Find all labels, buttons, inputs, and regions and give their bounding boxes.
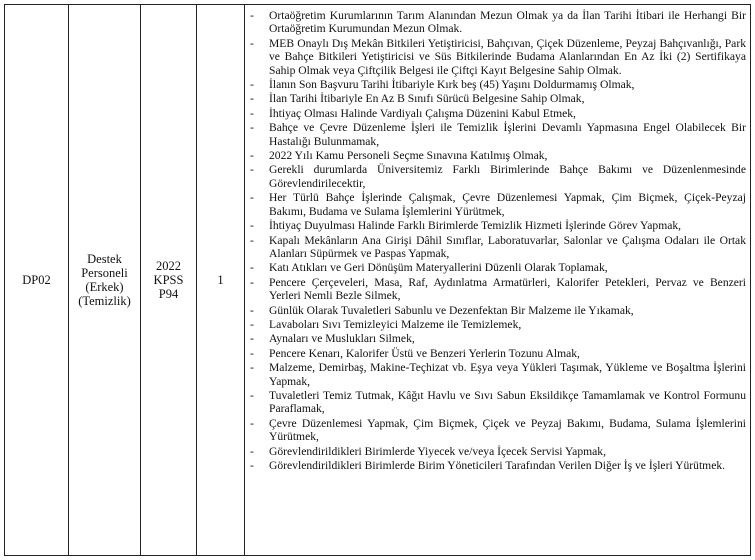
requirement-item (250, 121, 746, 148)
position-title-cell (69, 5, 141, 556)
requirement-item (250, 106, 746, 120)
requirement-item (250, 163, 746, 190)
bullet-dash: - (250, 233, 254, 247)
requirement-text: Lavaboları Sıvı Temizleyici Malzeme ile Temizlemek, (269, 317, 522, 331)
bullet-dash: - (250, 78, 254, 92)
kpss-line: 2022 (156, 259, 181, 273)
requirement-text: Katı Atıkları ve Geri Dönüşüm Materyallerini Düzenli Olarak Toplamak, (269, 261, 608, 275)
bullet-dash: - (250, 106, 254, 120)
requirement-text: İhtiyaç Duyulması Halinde Farklı Birimlerde Temizlik Hizmeti İşlerinde Görev Yapmak, (269, 219, 682, 233)
bullet-dash: - (250, 459, 254, 472)
bullet-dash: - (250, 332, 254, 346)
requirement-text: Görevlendirildikleri Birimlerde Birim Yöneticileri Tarafından Verilen Diğer İş ve İşleri Yürütmek. (269, 459, 726, 472)
position-title-line: Personeli (81, 266, 128, 280)
requirements-cell (245, 5, 751, 556)
requirement-item (250, 78, 746, 92)
bullet-dash: - (250, 361, 254, 375)
requirement-item (250, 416, 746, 444)
requirements-list (245, 5, 750, 472)
requirement-text: Pencere Çerçeveleri, Masa, Raf, Aydınlatma Armatürleri, Kalorifer Petekleri, Pervaz ve Benzeri Yerleri Nemli Bezle Silmek, (269, 275, 746, 303)
bullet-dash: - (250, 261, 254, 275)
requirement-item (250, 219, 746, 233)
position-title-line: (Erkek) (85, 280, 124, 294)
bullet-dash: - (250, 36, 254, 50)
requirement-item (250, 149, 746, 163)
requirement-item (250, 332, 746, 346)
kpss-line: P94 (158, 287, 179, 301)
position-table (4, 4, 751, 556)
bullet-dash: - (250, 191, 254, 205)
bullet-dash: - (250, 388, 254, 402)
requirement-text: Aynaları ve Muslukları Silmek, (269, 332, 415, 346)
requirement-item (250, 233, 746, 261)
requirement-item (250, 191, 746, 218)
position-code-cell (5, 5, 69, 556)
requirement-text: MEB Onaylı Dış Mekân Bitkileri Yetiştiricisi, Bahçıvan, Çiçek Düzenleme, Peyzaj Bahçıvanlığı, Park ve Bahçe Bitkileri Yetiştiricisi ve Süs Bitkilerinde Budama Alanlarından En Az İki (2) Sertifikaya Sahip Olmak veya Çiftçilik Belgesi ile Çiftçi Kayıt Belgesine Sahip Olmak. (269, 36, 746, 77)
position-code: DP02 (22, 273, 51, 287)
requirement-item (250, 459, 746, 472)
bullet-dash: - (250, 275, 254, 289)
bullet-dash: - (250, 346, 254, 360)
requirement-item (250, 36, 746, 77)
requirement-item (250, 346, 746, 360)
position-count-cell (197, 5, 245, 556)
requirement-text: Bahçe ve Çevre Düzenleme İşleri ile Temizlik İşlerini Devamlı Yapmasına Engel Olabilecek Bir Hastalığı Bulunmamak, (269, 121, 746, 148)
requirement-text: Malzeme, Demirbaş, Makine-Teçhizat vb. Eşya veya Yükleri Taşımak, Yükleme ve Boşaltma İşlerini Yapmak, (269, 361, 746, 388)
requirement-text: Gerekli durumlarda Üniversitemiz Farklı Birimlerinde Bahçe Bakımı ve Düzenlenmesinde Görevlendirilecektir, (269, 163, 746, 190)
position-count: 1 (217, 273, 224, 287)
bullet-dash: - (250, 149, 254, 163)
requirement-text: Pencere Kenarı, Kalorifer Üstü ve Benzeri Yerlerin Tozunu Almak, (269, 346, 580, 360)
position-title-line: Destek (87, 252, 122, 266)
bullet-dash: - (250, 219, 254, 233)
table-row (5, 5, 751, 556)
requirement-text: 2022 Yılı Kamu Personeli Seçme Sınavına Katılmış Olmak, (269, 149, 548, 163)
requirement-item (250, 388, 746, 416)
requirement-text: İhtiyaç Olması Halinde Vardiyalı Çalışma Düzenini Kabul Etmek, (269, 106, 576, 120)
bullet-dash: - (250, 303, 254, 317)
requirement-item (250, 303, 746, 317)
bullet-dash: - (250, 92, 254, 106)
requirement-text: Kapalı Mekânların Ana Girişi Dâhil Sınıflar, Laboratuvarlar, Salonlar ve Çalışma Odaları ile Ortak Alanları Süpürmek ve Paspas Yapmak, (269, 233, 746, 260)
requirement-text: Her Türlü Bahçe İşlerinde Çalışmak, Çevre Düzenlemesi Yapmak, Çim Biçmek, Çiçek-Peyzaj Bakımı, Budama ve Sulama İşlemlerini Yürütmek, (269, 191, 746, 218)
requirement-text: Ortaöğretim Kurumlarının Tarım Alanından Mezun Olmak ya da İlan Tarihi İtibari ile Herhangi Bir Ortaöğretim Kurumundan Mezun Olmak. (269, 9, 746, 36)
requirement-item (250, 361, 746, 388)
bullet-dash: - (250, 416, 254, 430)
position-title-line: (Temizlik) (78, 294, 131, 308)
requirement-item (250, 92, 746, 106)
requirement-item (250, 9, 746, 36)
requirement-text: Görevlendirildikleri Birimlerde Yiyecek ve/veya İçecek Servisi Yapmak, (269, 444, 606, 458)
bullet-dash: - (250, 121, 254, 135)
requirement-item (250, 261, 746, 275)
requirement-item (250, 317, 746, 331)
kpss-cell (141, 5, 197, 556)
requirement-text: Çevre Düzenlemesi Yapmak, Çim Biçmek, Çiçek ve Peyzaj Bakımı, Budama, Sulama İşlemlerini Yürütmek, (269, 416, 746, 444)
requirement-text: Tuvaletleri Temiz Tutmak, Kâğıt Havlu ve Sıvı Sabun Eksildikçe Tamamlamak ve Kontrol Formunu Paraflamak, (269, 388, 746, 416)
requirement-item (250, 275, 746, 303)
requirement-text: İlanın Son Başvuru Tarihi İtibariyle Kırk beş (45) Yaşını Doldurmamış Olmak, (269, 78, 635, 92)
requirement-text: İlan Tarihi İtibariyle En Az B Sınıfı Sürücü Belgesine Sahip Olmak, (269, 92, 585, 106)
bullet-dash: - (250, 163, 254, 177)
bullet-dash: - (250, 444, 254, 458)
bullet-dash: - (250, 9, 254, 22)
bullet-dash: - (250, 317, 254, 331)
kpss-line: KPSS (153, 273, 184, 287)
requirement-text: Günlük Olarak Tuvaletleri Sabunlu ve Dezenfektan Bir Malzeme ile Yıkamak, (269, 303, 634, 317)
requirement-item (250, 444, 746, 458)
